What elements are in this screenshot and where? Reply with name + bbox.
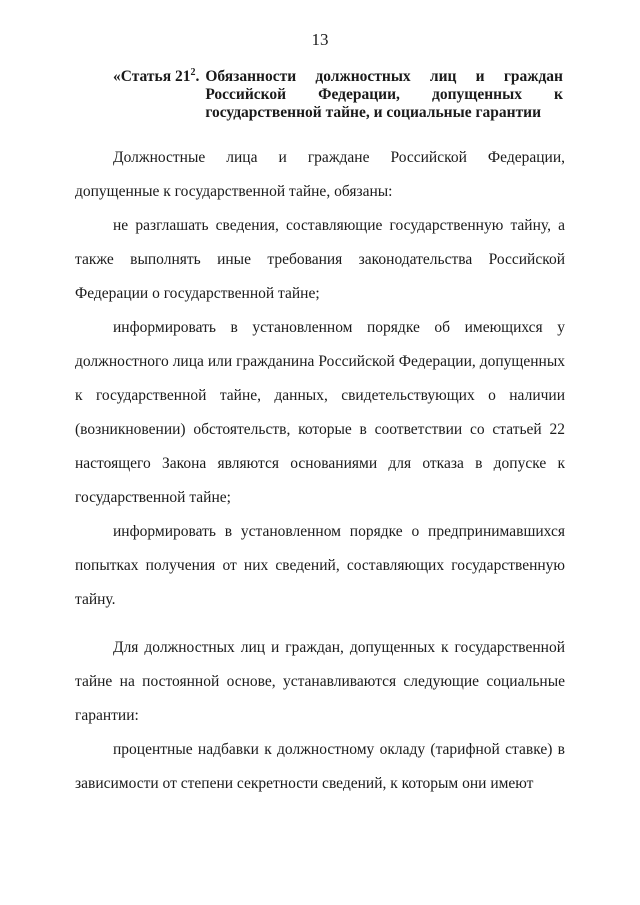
paragraph-inform-circumstances: информировать в установленном порядке об имеющихся у должностного лица или гражданина Российской Федерации, допущенных к государственной тайне, данных, свидетельствующих о наличии (возникновении) обстоятельств, которые в соответствии со статьей 22 настоящего Закона являются основаниями для отказа в допуске к государственной тайне;	[75, 319, 565, 506]
paragraph-no-disclosure: не разглашать сведения, составляющие государственную тайну, а также выполнять иные требования законодательства Российской Федерации о государственной тайне;	[75, 217, 565, 302]
page-number: 13	[311, 30, 329, 49]
article-title: Обязанности должностных лиц и граждан Российской Федерации, допущенных к государственной тайне, и социальные гарантии	[205, 68, 563, 121]
article-heading	[113, 68, 563, 122]
article-label	[113, 68, 205, 122]
article-label-prefix: «Статья 21	[113, 68, 191, 85]
paragraph-obligations-intro: Должностные лица и граждане Российской Федерации, допущенные к государственной тайне, обязаны:	[75, 149, 565, 200]
article-label-suffix: .	[195, 68, 200, 85]
paragraph-social-guarantees-intro: Для должностных лиц и граждан, допущенных к государственной тайне на постоянной основе, устанавливаются следующие социальные гарантии:	[75, 639, 565, 724]
paragraph-inform-attempts: информировать в установленном порядке о предпринимавшихся попытках получения от них сведений, составляющих государственную тайну.	[75, 523, 565, 608]
paragraph-salary-bonuses: процентные надбавки к должностному окладу (тарифной ставке) в зависимости от степени секретности сведений, к которым они имеют	[75, 741, 565, 792]
document-body	[75, 141, 565, 801]
article-label-superscript: 2	[190, 66, 196, 78]
